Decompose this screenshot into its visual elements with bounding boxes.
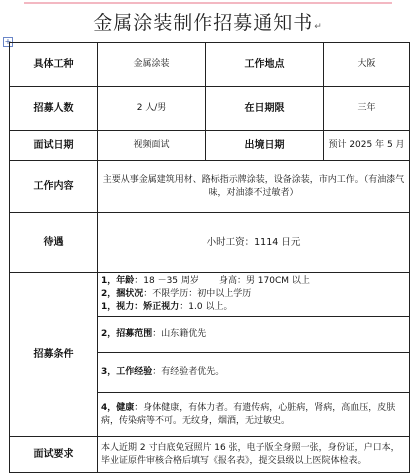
period-value: 三年 <box>324 87 410 131</box>
count-label: 招募人数 <box>10 87 98 131</box>
vision-line: 1，视力：矫正视力：1.0 以上。 <box>101 302 233 312</box>
row-pay <box>10 213 410 273</box>
interview-req-value: 本人近期 2 寸白底免冠照片 16 张，电子版全身照一张，身份证，户口本，毕业证原件审核合格后填写《报名表》，提交县级以上医院体检表。 <box>98 437 410 473</box>
row-dates <box>10 131 410 161</box>
title-text: 金属涂装制作招募通知书 <box>93 12 314 34</box>
health-cell: 4，健康：身体健康，有体力者。有遗传病，心脏病，肾病，高血压，皮肤病，传染病等不可。无纹身，烟酒，无过敏史。 <box>98 393 410 437</box>
job-type-label: 具体工种 <box>10 43 98 87</box>
table-move-handle-icon[interactable]: + <box>4 37 12 46</box>
job-type-value: 金属涂装 <box>98 43 206 87</box>
content-label: 工作内容 <box>10 161 98 213</box>
experience-cell: 3，工作经验：有经验者优先。 <box>98 353 410 393</box>
conditions-basic-cell <box>98 273 410 317</box>
region-cell: 2，招募范围：山东籍优先 <box>98 317 410 353</box>
depart-date-label: 出境日期 <box>206 131 324 161</box>
interview-req-label: 面试要求 <box>10 437 98 473</box>
recruitment-table <box>9 42 409 473</box>
row-conditions-basic <box>10 273 410 317</box>
conditions-label: 招募条件 <box>10 273 98 437</box>
row-interview-req <box>10 437 410 473</box>
location-label: 工作地点 <box>206 43 324 87</box>
age-line: 1，年龄：18 －35 周岁 身高：男 170CM 以上 <box>101 276 310 286</box>
row-content <box>10 161 410 213</box>
pay-label: 待遇 <box>10 213 98 273</box>
depart-date-value: 预计 2025 年 5 月 <box>324 131 410 161</box>
row-job-type <box>10 43 410 87</box>
row-count <box>10 87 410 131</box>
content-value: 主要从事金属建筑用材、路标指示牌涂装，设备涂装，市内工作。（有油漆气味，对油漆不过敏者） <box>98 161 410 213</box>
header-rule <box>24 2 392 4</box>
location-value: 大阪 <box>324 43 410 87</box>
education-line: 2，捆状况：不限学历：初中以上学历 <box>101 289 252 299</box>
interview-date-label: 面试日期 <box>10 131 98 161</box>
document-title <box>0 8 416 35</box>
interview-date-value: 视频面试 <box>98 131 206 161</box>
pay-value: 小时工资：1114 日元 <box>98 213 410 273</box>
count-value: 2 人/男 <box>98 87 206 131</box>
paragraph-mark: ↵ <box>314 22 323 32</box>
period-label: 在日期限 <box>206 87 324 131</box>
